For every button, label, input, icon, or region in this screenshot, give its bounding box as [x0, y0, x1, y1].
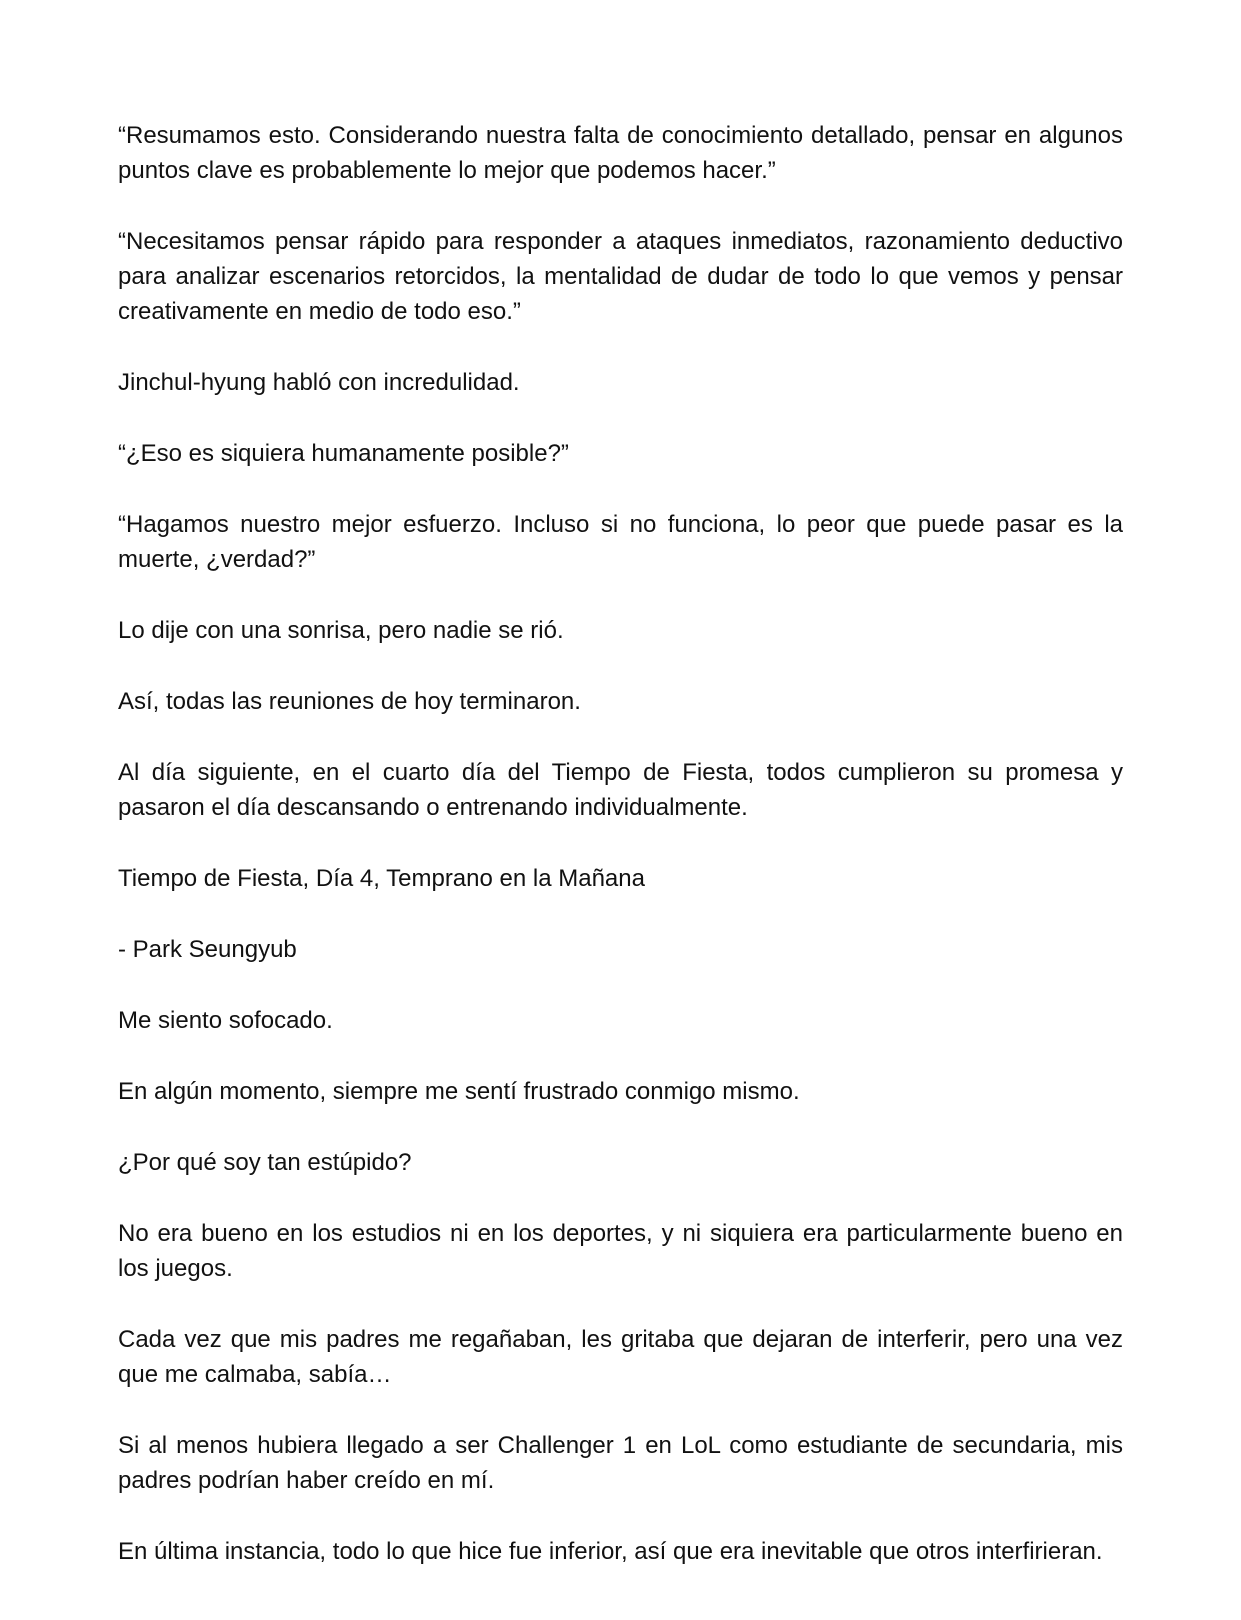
paragraph: Al día siguiente, en el cuarto día del Tiempo de Fiesta, todos cumplieron su promesa y pasaron el día descansando o entrenando individualmente.: [118, 759, 1123, 821]
paragraph: Cada vez que mis padres me regañaban, les gritaba que dejaran de interferir, pero una vez que me calmaba, sabía…: [118, 1326, 1123, 1388]
paragraph: “Necesitamos pensar rápido para responder a ataques inmediatos, razonamiento deductivo para analizar escenarios retorcidos, la mentalidad de dudar de todo lo que vemos y pensar creativamente en medio de todo eso.”: [118, 228, 1123, 325]
pov-label: - Park Seungyub: [118, 936, 297, 963]
paragraph: Así, todas las reuniones de hoy terminaron.: [118, 688, 581, 715]
paragraph: No era bueno en los estudios ni en los deportes, y ni siquiera era particularmente bueno en los juegos.: [118, 1220, 1123, 1282]
document-page: [118, 118, 1123, 1605]
paragraph: En última instancia, todo lo que hice fue inferior, así que era inevitable que otros interfirieran.: [118, 1538, 1103, 1565]
paragraph: “Hagamos nuestro mejor esfuerzo. Incluso si no funciona, lo peor que puede pasar es la muerte, ¿verdad?”: [118, 511, 1123, 573]
paragraph: Si al menos hubiera llegado a ser Challenger 1 en LoL como estudiante de secundaria, mis padres podrían haber creído en mí.: [118, 1432, 1123, 1494]
paragraph: ¿Por qué soy tan estúpido?: [118, 1149, 412, 1176]
paragraph: Jinchul-hyung habló con incredulidad.: [118, 369, 520, 396]
section-heading: Tiempo de Fiesta, Día 4, Temprano en la Mañana: [118, 865, 645, 892]
paragraph: Me siento sofocado.: [118, 1007, 333, 1034]
paragraph: Lo dije con una sonrisa, pero nadie se rió.: [118, 617, 564, 644]
paragraph: En algún momento, siempre me sentí frustrado conmigo mismo.: [118, 1078, 800, 1105]
paragraph: “Resumamos esto. Considerando nuestra falta de conocimiento detallado, pensar en algunos puntos clave es probablemente lo mejor que podemos hacer.”: [118, 122, 1123, 184]
paragraph: “¿Eso es siquiera humanamente posible?”: [118, 440, 569, 467]
